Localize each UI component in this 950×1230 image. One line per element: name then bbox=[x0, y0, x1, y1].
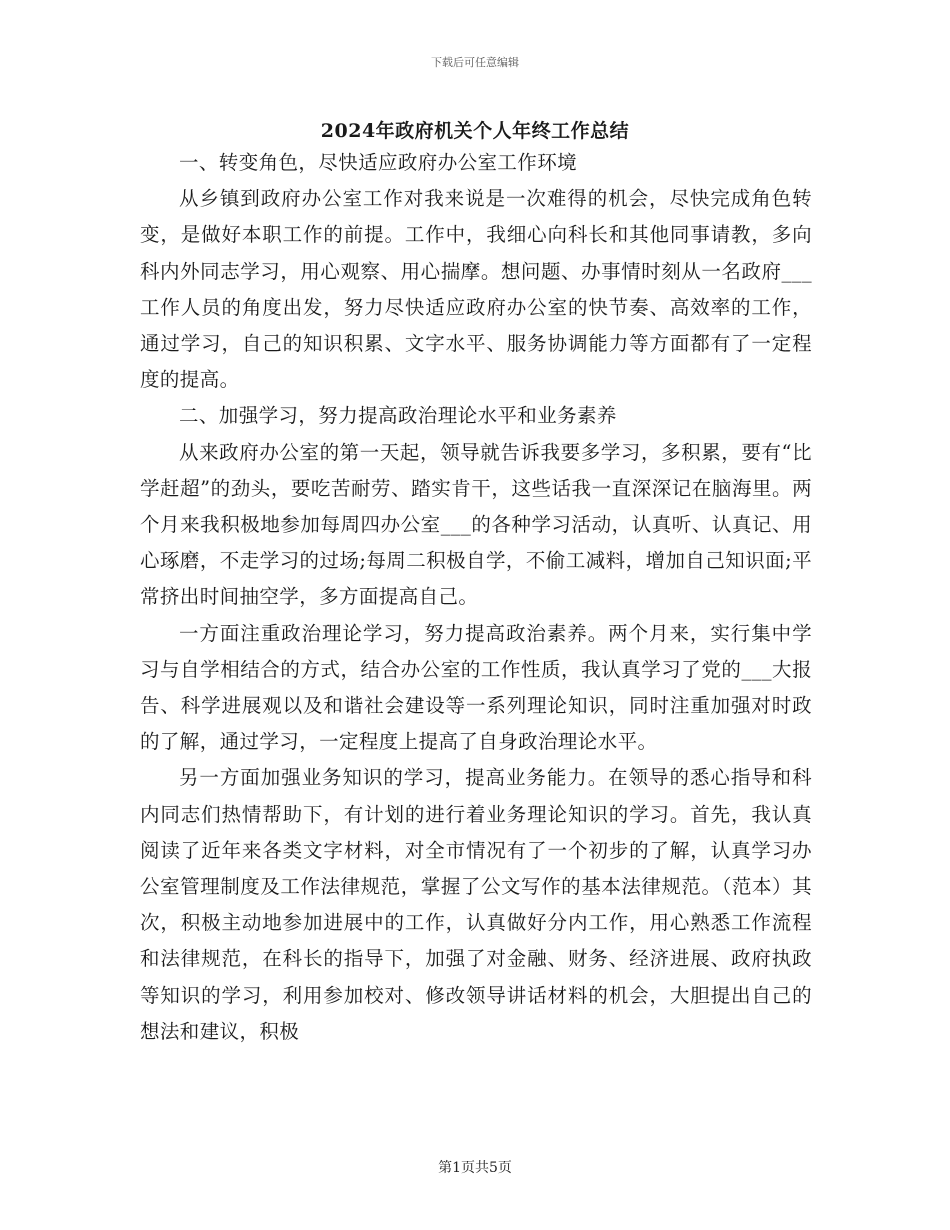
header-note: 下载后可任意编辑 bbox=[431, 56, 519, 69]
paragraph-1: 从乡镇到政府办公室工作对我来说是一次难得的机会，尽快完成角色转变，是做好本职工作的前提。工作中，我细心向科长和其他同事请教，多向科内外同志学习，用心观察、用心揣摩。想问题、办事情时刻从一名政府___工作人员的角度出发，努力尽快适应政府办公室的快节奏、高效率的工作，通过学习，自己的知识积累、文字水平、服务协调能力等方面都有了一定程度的提高。 bbox=[140, 187, 812, 392]
document-body bbox=[140, 145, 812, 1050]
section-heading-2: 二、加强学习，努力提高政治理论水平和业务素养 bbox=[179, 404, 617, 428]
paragraph-3: 一方面注重政治理论学习，努力提高政治素养。两个月来，实行集中学习与自学相结合的方式，结合办公室的工作性质，我认真学习了党的___大报告、科学进展观以及和谐社会建设等一系列理论知识，同时注重加强对时政的了解，通过学习，一定程度上提高了自身政治理论水平。 bbox=[140, 621, 812, 754]
section-heading-1: 一、转变角色，尽快适应政府办公室工作环境 bbox=[179, 151, 578, 174]
page-footer: 第1页共5页 bbox=[438, 1160, 512, 1176]
paragraph-2: 从来政府办公室的第一天起，领导就告诉我要多学习，多积累，要有“比学赶超”的劲头，要吃苦耐劳、踏实肯干，这些话我一直深深记在脑海里。两个月来我积极地参加每周四办公室___的各种学习活动，认真听、认真记、用心琢磨，不走学习的过场;每周二积极自学，不偷工减料，增加自己知识面;平常挤出时间抽空学，多方面提高自己。 bbox=[140, 440, 812, 609]
document-title: 2024年政府机关个人年终工作总结 bbox=[320, 120, 630, 142]
paragraph-4: 另一方面加强业务知识的学习，提高业务能力。在领导的悉心指导和科内同志们热情帮助下，有计划的进行着业务理论知识的学习。首先，我认真阅读了近年来各类文字材料，对全市情况有了一个初步的了解，认真学习办公室管理制度及工作法律规范，掌握了公文写作的基本法律规范。（范本）其次，积极主动地参加进展中的工作，认真做好分内工作，用心熟悉工作流程和法律规范，在科长的指导下，加强了对金融、财务、经济进展、政府执政等知识的学习，利用参加校对、修改领导讲话材料的机会，大胆提出自己的想法和建议，积极 bbox=[140, 766, 812, 1043]
